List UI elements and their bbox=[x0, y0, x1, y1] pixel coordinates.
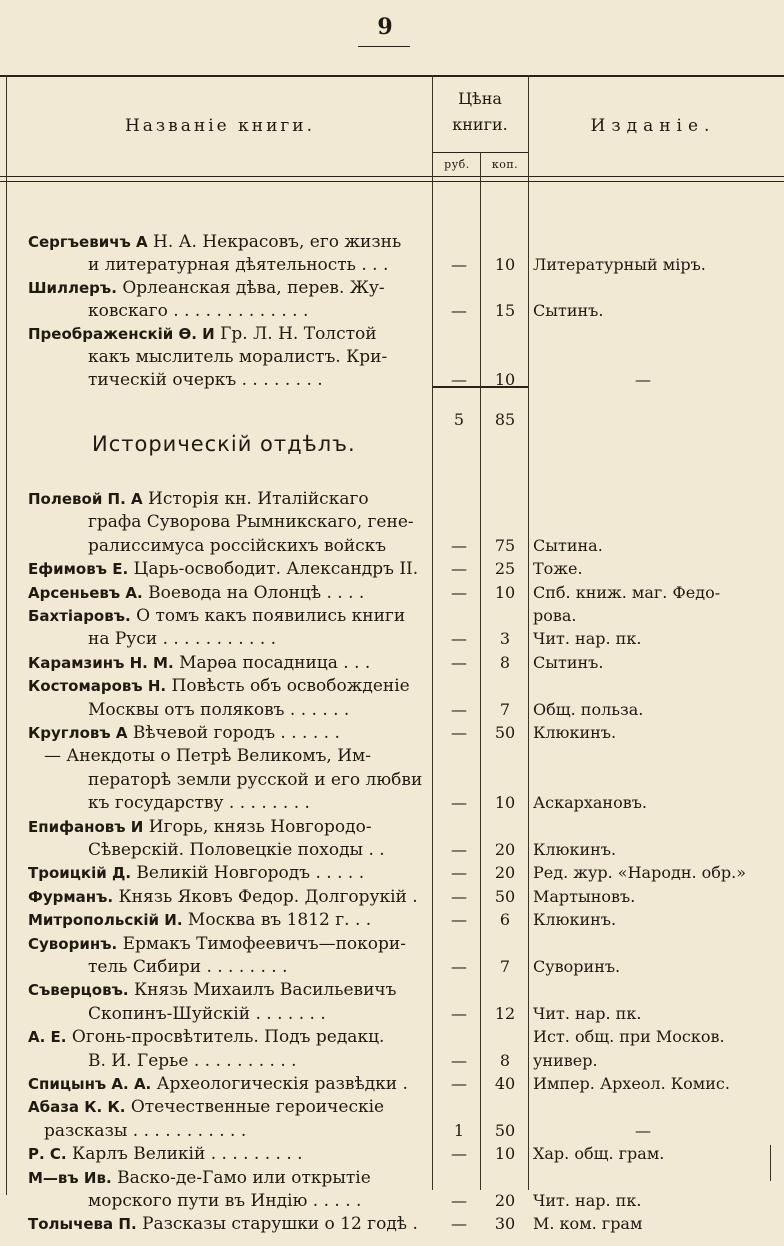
book-author: Шиллеръ. bbox=[28, 279, 117, 297]
table-row bbox=[0, 604, 784, 628]
publisher bbox=[533, 674, 779, 698]
publisher: Литературный міръ. bbox=[533, 255, 706, 274]
price-kop bbox=[482, 510, 528, 534]
publisher: Сытинъ. bbox=[533, 652, 604, 672]
publisher: рова. bbox=[533, 606, 577, 625]
price-rub: — bbox=[451, 957, 467, 976]
table-row bbox=[0, 230, 784, 254]
header-price-col: Цѣна книги. bbox=[452, 89, 508, 134]
publisher bbox=[533, 1166, 779, 1190]
publisher: Суворинъ. bbox=[533, 957, 621, 976]
publisher bbox=[533, 744, 779, 768]
book-title: Скопинъ-Шуйскій . . . . . . . bbox=[88, 1003, 326, 1024]
book-title: Сѣверскій. Половецкіе походы . . bbox=[88, 840, 385, 860]
price-rub: — bbox=[451, 255, 467, 274]
price-kop: 10 bbox=[494, 370, 516, 389]
publisher bbox=[533, 932, 779, 956]
book-title-cell bbox=[88, 1189, 428, 1213]
book-author: М—въ Ив. bbox=[28, 1168, 112, 1187]
page-number-rule bbox=[358, 46, 410, 47]
price-rub: — bbox=[451, 1050, 467, 1070]
price-rub: — bbox=[451, 652, 467, 672]
price-rub bbox=[436, 768, 482, 792]
book-title: Москвы отъ поляковъ . . . . . . bbox=[88, 699, 350, 720]
book-author: Съверцовъ. bbox=[28, 981, 129, 1000]
table-row bbox=[0, 1119, 784, 1143]
book-title-cell bbox=[28, 322, 428, 346]
price-rub: — bbox=[451, 840, 467, 859]
table-row bbox=[0, 651, 784, 675]
publisher bbox=[533, 230, 779, 254]
book-author: Спицынъ А. А. bbox=[28, 1075, 152, 1093]
price-kop bbox=[482, 1166, 528, 1190]
book-title-cell bbox=[28, 1025, 428, 1049]
price-kop bbox=[482, 815, 528, 839]
price-rub bbox=[436, 1025, 482, 1049]
book-title: Князь Михаилъ Васильевичъ bbox=[133, 980, 397, 1001]
price-kop: 8 bbox=[499, 1050, 511, 1070]
book-title: Гр. Л. Н. Толстой bbox=[220, 324, 377, 344]
table-row bbox=[0, 253, 784, 277]
table-row bbox=[0, 322, 784, 346]
publisher: Мартыновъ. bbox=[533, 886, 636, 906]
section-title-historical: Историческій отдѣлъ. bbox=[92, 432, 356, 456]
publisher: Тоже. bbox=[533, 559, 583, 579]
book-title: какъ мыслитель моралистъ. Кри- bbox=[88, 347, 388, 367]
book-title: тическій очеркъ . . . . . . . . bbox=[88, 370, 323, 390]
book-author: Кругловъ А bbox=[28, 724, 128, 742]
table-row bbox=[0, 487, 784, 511]
book-title: тель Сибири . . . . . . . . bbox=[88, 957, 288, 977]
book-title-cell bbox=[28, 651, 428, 675]
publisher: Импер. Археол. Комис. bbox=[533, 1074, 730, 1093]
publisher bbox=[533, 768, 779, 792]
price-kop: 7 bbox=[499, 699, 511, 719]
price-kop bbox=[482, 744, 528, 768]
price-kop bbox=[482, 487, 528, 511]
price-rub: — bbox=[451, 301, 467, 320]
table-row bbox=[0, 627, 784, 651]
book-author: А. Е. bbox=[28, 1028, 67, 1047]
price-rub: — bbox=[451, 723, 467, 742]
table-top-rule bbox=[0, 75, 784, 77]
table-row bbox=[0, 815, 784, 839]
price-kop: 30 bbox=[494, 1214, 516, 1234]
book-title-cell bbox=[44, 1119, 428, 1143]
table-row bbox=[0, 885, 784, 909]
price-rub bbox=[436, 345, 482, 369]
publisher bbox=[533, 345, 779, 369]
book-title-cell bbox=[88, 838, 428, 862]
price-rub bbox=[436, 487, 482, 511]
price-rub: — bbox=[451, 793, 467, 813]
header-kop: коп. bbox=[491, 158, 519, 171]
book-title: О томъ какъ появились книги bbox=[136, 606, 406, 626]
price-kop: 50 bbox=[494, 1120, 516, 1140]
price-rub bbox=[436, 230, 482, 254]
book-title-cell bbox=[28, 276, 428, 300]
book-title: Н. А. Некрасовъ, его жизнь bbox=[153, 232, 402, 252]
book-title-cell bbox=[88, 253, 428, 277]
header-publisher-col: Изданіе. bbox=[590, 116, 716, 136]
book-author: Ефимовъ Е. bbox=[28, 560, 129, 579]
book-title-cell bbox=[88, 1049, 428, 1073]
book-title: — Анекдоты о Петрѣ Великомъ, Им- bbox=[44, 746, 371, 767]
book-title-cell bbox=[88, 510, 428, 534]
publisher: Спб. книж. маг. Федо- bbox=[533, 582, 721, 602]
book-title-cell bbox=[28, 1212, 428, 1236]
book-title-cell bbox=[28, 487, 428, 511]
price-rub: — bbox=[451, 1214, 467, 1234]
book-title-cell bbox=[88, 768, 428, 792]
table-row bbox=[0, 581, 784, 605]
price-rub bbox=[436, 978, 482, 1002]
price-rub: 1 bbox=[453, 1120, 465, 1140]
table-row bbox=[0, 510, 784, 534]
total-rub: 5 bbox=[453, 410, 465, 429]
price-kop: 20 bbox=[494, 1191, 516, 1210]
publisher: М. ком. грам bbox=[533, 1214, 643, 1234]
table-row bbox=[0, 299, 784, 323]
book-author: Суворинъ. bbox=[28, 934, 118, 953]
price-kop: 25 bbox=[494, 559, 516, 579]
book-author: Костомаровъ Н. bbox=[28, 677, 167, 696]
table-row bbox=[0, 978, 784, 1002]
book-title: Васко-де-Гамо или открытіе bbox=[117, 1167, 371, 1188]
price-rub: — bbox=[451, 559, 467, 579]
price-rub bbox=[436, 1095, 482, 1119]
book-title-cell bbox=[28, 908, 428, 932]
book-author: Арсеньевъ А. bbox=[28, 583, 143, 602]
price-rub: — bbox=[451, 582, 467, 602]
publisher bbox=[533, 510, 779, 534]
book-title: Воевода на Олонцѣ . . . . bbox=[148, 582, 365, 603]
publisher bbox=[533, 276, 779, 300]
price-kop: 20 bbox=[494, 840, 516, 859]
book-title: Игорь, князь Новгородо- bbox=[148, 816, 372, 837]
table-row bbox=[0, 276, 784, 300]
book-title: Исторія кн. Италійскаго bbox=[148, 489, 369, 509]
book-title: Разсказы старушки о 12 годѣ . bbox=[142, 1214, 418, 1235]
price-kop: 6 bbox=[499, 910, 511, 930]
publisher: Чит. нар. пк. bbox=[533, 1191, 642, 1210]
book-title: на Руси . . . . . . . . . . . bbox=[88, 629, 277, 650]
book-author: Р. С. bbox=[28, 1145, 67, 1164]
publisher: Аскархановъ. bbox=[533, 793, 647, 813]
table-row bbox=[0, 932, 784, 956]
book-author: Митропольскій И. bbox=[28, 911, 183, 930]
price-rub: — bbox=[451, 629, 467, 649]
book-title-cell bbox=[28, 932, 428, 956]
publisher: — bbox=[635, 370, 651, 389]
book-title-cell bbox=[88, 791, 428, 815]
price-kop: 40 bbox=[494, 1074, 516, 1093]
book-title: ператорѣ земли русской и его любви bbox=[88, 769, 423, 790]
table-row bbox=[0, 698, 784, 722]
price-kop bbox=[482, 932, 528, 956]
book-author: Толычева П. bbox=[28, 1215, 137, 1234]
table-row bbox=[0, 368, 784, 392]
price-kop: 50 bbox=[494, 886, 516, 906]
price-rub: — bbox=[451, 1191, 467, 1210]
table-row bbox=[0, 744, 784, 768]
price-kop: 50 bbox=[494, 723, 516, 742]
book-title-cell bbox=[88, 955, 428, 979]
book-title: В. И. Герье . . . . . . . . . . bbox=[88, 1050, 297, 1071]
book-title-cell bbox=[88, 627, 428, 651]
book-title-cell bbox=[28, 721, 428, 745]
price-rub: — bbox=[451, 699, 467, 719]
price-kop bbox=[482, 674, 528, 698]
table-row bbox=[0, 674, 784, 698]
price-kop: 10 bbox=[494, 255, 516, 274]
publisher: Ред. жур. «Народн. обр.» bbox=[533, 863, 747, 883]
price-rub bbox=[436, 604, 482, 628]
table-row bbox=[0, 345, 784, 369]
price-rub bbox=[436, 1166, 482, 1190]
book-title: Вѣчевой городъ . . . . . . bbox=[132, 723, 340, 743]
book-title: Царь-освободит. Александръ II. bbox=[133, 559, 419, 580]
book-title-cell bbox=[28, 557, 428, 581]
price-kop: 20 bbox=[494, 863, 516, 883]
price-rub bbox=[436, 510, 482, 534]
page-number: 9 bbox=[377, 14, 393, 40]
price-rub: — bbox=[451, 886, 467, 906]
price-rub bbox=[436, 674, 482, 698]
publisher bbox=[533, 1095, 779, 1119]
header-rub: руб. bbox=[444, 158, 470, 171]
book-title: Марѳа посадница . . . bbox=[179, 652, 371, 673]
price-kop: 10 bbox=[494, 1144, 516, 1164]
book-title-cell bbox=[28, 885, 428, 909]
price-kop bbox=[482, 345, 528, 369]
price-rub: — bbox=[451, 910, 467, 930]
price-rub bbox=[436, 322, 482, 346]
table-row bbox=[0, 534, 784, 558]
price-kop: 7 bbox=[499, 957, 511, 976]
book-title-cell bbox=[28, 604, 428, 628]
book-title-cell bbox=[88, 368, 428, 392]
book-title-cell bbox=[28, 1072, 428, 1096]
header-bottom-rule bbox=[0, 176, 784, 177]
book-title: и литературная дѣятельность . . . bbox=[88, 255, 389, 275]
book-title-cell bbox=[44, 744, 428, 768]
price-rub: — bbox=[451, 1074, 467, 1093]
book-title: Великій Новгородъ . . . . . bbox=[136, 863, 365, 884]
publisher: Чит. нар. пк. bbox=[533, 629, 642, 649]
book-author: Абаза К. К. bbox=[28, 1098, 126, 1117]
price-kop bbox=[482, 768, 528, 792]
book-title-cell bbox=[88, 299, 428, 323]
book-title-cell bbox=[28, 861, 428, 885]
header-title-col: Названіе книги. bbox=[124, 116, 316, 136]
book-author: Сергъевичъ А bbox=[28, 233, 148, 251]
table-row bbox=[0, 838, 784, 862]
book-title: графа Суворова Рымникскаго, гене- bbox=[88, 512, 414, 533]
book-author: Полевой П. А bbox=[28, 490, 143, 508]
book-author: Епифановъ И bbox=[28, 817, 144, 836]
table-row bbox=[0, 1142, 784, 1166]
book-title: Орлеанская дѣва, перев. Жу- bbox=[122, 278, 385, 298]
table-row bbox=[0, 955, 784, 979]
price-kop: 10 bbox=[494, 582, 516, 602]
book-title: Князь Яковъ Федор. Долгорукій . bbox=[118, 886, 418, 907]
book-title-cell bbox=[88, 534, 428, 558]
publisher: Ист. общ. при Москов. bbox=[533, 1027, 725, 1047]
book-title-cell bbox=[88, 345, 428, 369]
book-author: Преображенскій Ѳ. И bbox=[28, 325, 215, 343]
table-row bbox=[0, 1212, 784, 1236]
price-kop bbox=[482, 322, 528, 346]
book-title: морского пути въ Индію . . . . . bbox=[88, 1191, 362, 1211]
total-kop: 85 bbox=[494, 410, 516, 429]
price-rub bbox=[436, 744, 482, 768]
book-title-cell bbox=[28, 581, 428, 605]
price-rub bbox=[436, 815, 482, 839]
price-kop: 75 bbox=[494, 535, 516, 555]
publisher: Клюкинъ. bbox=[533, 723, 617, 742]
book-title: Карлъ Великій . . . . . . . . . bbox=[72, 1144, 303, 1165]
price-rub: — bbox=[451, 863, 467, 883]
header-bottom-rule-2 bbox=[0, 181, 784, 182]
table-row bbox=[0, 1189, 784, 1213]
table-row bbox=[0, 1049, 784, 1073]
table-row bbox=[0, 1002, 784, 1026]
price-kop bbox=[482, 230, 528, 254]
price-kop bbox=[482, 1025, 528, 1049]
price-kop bbox=[482, 1095, 528, 1119]
table-row bbox=[0, 908, 784, 932]
book-title: разсказы . . . . . . . . . . . bbox=[44, 1120, 247, 1141]
table-row bbox=[0, 861, 784, 885]
publisher: универ. bbox=[533, 1050, 598, 1070]
price-rub bbox=[436, 276, 482, 300]
publisher: — bbox=[635, 1120, 651, 1140]
publisher: Клюкинъ. bbox=[533, 910, 617, 930]
publisher: Сытина. bbox=[533, 535, 603, 555]
price-rub: — bbox=[451, 535, 467, 555]
price-kop bbox=[482, 978, 528, 1002]
publisher bbox=[533, 815, 779, 839]
book-title: Москва въ 1812 г. . . bbox=[187, 910, 372, 931]
book-title-cell bbox=[28, 815, 428, 839]
price-kop bbox=[482, 276, 528, 300]
book-title: ралиссимуса россійскихъ войскъ bbox=[88, 535, 387, 556]
book-title-cell bbox=[28, 978, 428, 1002]
table-row bbox=[0, 768, 784, 792]
price-rub: — bbox=[451, 1003, 467, 1023]
book-title-cell bbox=[28, 1095, 428, 1119]
book-title: Археологическія развѣдки . bbox=[156, 1074, 408, 1094]
table-row bbox=[0, 1072, 784, 1096]
book-title: къ государству . . . . . . . . bbox=[88, 793, 310, 814]
book-title: Повѣсть объ освобожденіе bbox=[171, 676, 410, 697]
price-kop: 3 bbox=[499, 629, 511, 649]
price-kop: 8 bbox=[499, 652, 511, 672]
publisher bbox=[533, 978, 779, 1002]
table-row bbox=[0, 791, 784, 815]
book-author: Бахтіаровъ. bbox=[28, 607, 131, 625]
book-title: Ермакъ Тимофеевичъ—покори- bbox=[122, 933, 406, 954]
price-rub bbox=[436, 932, 482, 956]
book-title: Отечественные героическіе bbox=[130, 1097, 385, 1118]
publisher: Хар. общ. грам. bbox=[533, 1144, 665, 1164]
table-row bbox=[0, 1025, 784, 1049]
publisher bbox=[533, 487, 779, 511]
book-title-cell bbox=[88, 698, 428, 722]
book-author: Карамзинъ Н. М. bbox=[28, 653, 174, 672]
table-row bbox=[0, 721, 784, 745]
publisher: Общ. польза. bbox=[533, 699, 644, 719]
table-row bbox=[0, 1095, 784, 1119]
book-title-cell bbox=[28, 674, 428, 698]
book-title-cell bbox=[28, 230, 428, 254]
publisher: Клюкинъ. bbox=[533, 840, 617, 859]
price-rub: — bbox=[451, 1144, 467, 1164]
price-kop: 12 bbox=[494, 1003, 516, 1023]
book-author: Фурманъ. bbox=[28, 887, 114, 906]
price-kop: 15 bbox=[494, 301, 516, 320]
book-title-cell bbox=[28, 1142, 428, 1166]
table-row bbox=[0, 557, 784, 581]
price-kop bbox=[482, 604, 528, 628]
book-author: Троицкій Д. bbox=[28, 864, 132, 883]
publisher bbox=[533, 322, 779, 346]
book-title-cell bbox=[88, 1002, 428, 1026]
publisher: Сытинъ. bbox=[533, 301, 604, 320]
price-kop: 10 bbox=[494, 793, 516, 813]
book-title: ковскаго . . . . . . . . . . . . . bbox=[88, 301, 309, 321]
publisher: Чит. нар. пк. bbox=[533, 1003, 642, 1023]
price-rub: — bbox=[451, 370, 467, 389]
table-row bbox=[0, 1166, 784, 1190]
book-title-cell bbox=[28, 1166, 428, 1190]
book-title: Огонь-просвѣтитель. Подъ редакц. bbox=[71, 1027, 385, 1048]
